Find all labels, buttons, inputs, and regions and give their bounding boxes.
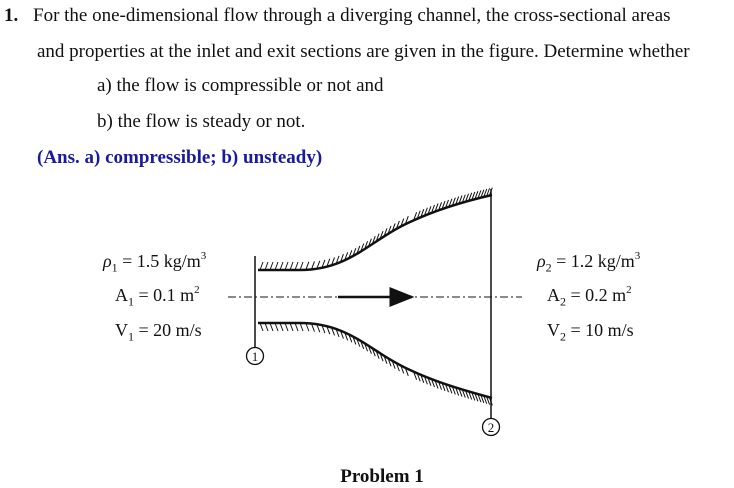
outlet-section-marker [483,419,500,436]
inlet-velocity-symbol: V [115,320,128,340]
outlet-velocity-symbol: V [547,320,560,340]
lower-wall-hatching [260,323,492,405]
outlet-density-value: = 1.2 kg/m [551,251,635,271]
problem-number: 1. [4,5,19,26]
outlet-area-symbol: A [547,285,560,305]
inlet-marker-number: 1 [251,349,259,364]
inlet-area-value: = 0.1 m [134,285,195,305]
problem-part-a: a) the flow is compressible or not and [97,75,384,96]
problem-text-line2: and properties at the inlet and exit sections are given in the figure. Determine whether [37,41,690,62]
inlet-area-subscript: 1 [128,294,134,309]
upper-channel-wall [258,195,492,270]
outlet-velocity-subscript: 2 [560,329,566,344]
inlet-velocity-value: = 20 m/s [134,320,202,340]
inlet-section-marker [247,348,264,365]
inlet-density-exponent: 3 [200,250,207,262]
inlet-density-subscript: 1 [111,260,118,275]
upper-wall-hatching [260,188,492,270]
figure-caption: Problem 1 [340,466,424,487]
problem-part-b: b) the flow is steady or not. [97,111,306,132]
inlet-area-exponent: 2 [194,284,200,296]
outlet-area-value: = 0.2 m [566,285,627,305]
inlet-density-value: = 1.5 kg/m [117,251,201,271]
outlet-density-symbol: ρ [537,251,546,271]
inlet-area-symbol: A [115,285,128,305]
lower-channel-wall [258,323,492,398]
inlet-density-symbol: ρ [103,251,112,271]
outlet-density-subscript: 2 [545,260,552,275]
outlet-density-exponent: 3 [634,250,641,262]
outlet-area-subscript: 2 [560,294,566,309]
problem-text-line1: For the one-dimensional flow through a diverging channel, the cross-sectional areas [33,5,671,26]
answer-text: (Ans. a) compressible; b) unsteady) [37,147,323,168]
outlet-marker-number: 2 [487,420,495,435]
inlet-velocity-subscript: 1 [128,329,134,344]
outlet-velocity-value: = 10 m/s [566,320,634,340]
outlet-area-exponent: 2 [626,284,632,296]
